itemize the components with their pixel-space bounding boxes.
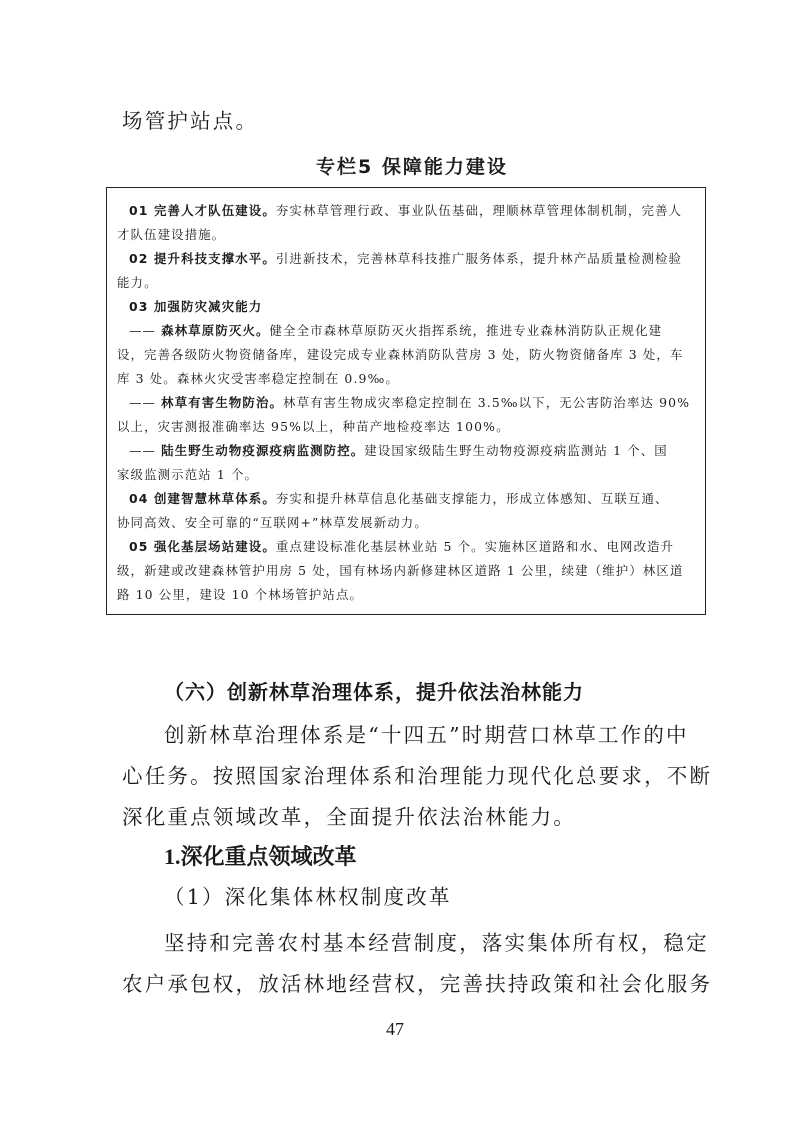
box-subitem-wildlife — [129, 441, 668, 459]
box-subitem-fire — [129, 321, 662, 339]
page-number: 47 — [386, 1019, 404, 1039]
box-subitem-fire-head: 森林草原防灭火。 — [161, 323, 270, 338]
box-item-5 — [129, 537, 674, 555]
info-box — [106, 187, 706, 615]
box-subitem-wildlife-text: 建设国家级陆生野生动物疫源疫病监测站 1 个、国 — [364, 443, 668, 458]
continued-text-line: 场管护站点。 — [122, 109, 259, 133]
box-item-1-head: 01 完善人才队伍建设。 — [129, 203, 276, 218]
box-item-1-text: 夯实林草管理行政、事业队伍基础，理顺林草管理体制机制，完善人 — [275, 203, 683, 218]
box-item-4-cont: 协同高效、安全可靠的“互联网+”林草发展新动力。 — [117, 515, 428, 530]
subsection-heading: 1.深化重点领域改革 — [164, 844, 357, 869]
item-heading: （1）深化集体林权制度改革 — [164, 885, 452, 909]
box-item-4-head: 04 创建智慧林草体系。 — [129, 491, 276, 506]
box-item-5-text: 重点建设标准化基层林业站 5 个。实施林区道路和水、电网改造升 — [275, 539, 675, 554]
dash-prefix: —— — [129, 323, 162, 338]
box-item-3 — [129, 297, 262, 315]
box-item-2-text: 引进新技术，完善林草科技推广服务体系，提升林产品质量检测检验 — [275, 251, 683, 266]
paragraph-line: 心任务。按照国家治理体系和治理能力现代化总要求，不断 — [122, 764, 713, 788]
box-item-1-cont: 才队伍建设措施。 — [117, 227, 226, 242]
box-subitem-wildlife-head: 陆生野生动物疫源疫病监测防控。 — [161, 443, 365, 458]
box-subitem-pest-text: 林草有害生物成灾率稳定控制在 3.5‰以下，无公害防治率达 90% — [283, 395, 691, 410]
box-subitem-fire-cont: 设，完善各级防火物资储备库，建设完成专业森林消防队营房 3 处，防火物资储备库 3 处，车 — [117, 347, 684, 362]
box-item-4-text: 夯实和提升林草信息化基础支撑能力，形成立体感知、互联互通、 — [275, 491, 669, 506]
section-heading: （六）创新林草治理体系，提升依法治林能力 — [164, 680, 584, 704]
dash-prefix: —— — [129, 395, 162, 410]
box-item-1 — [129, 201, 682, 219]
box-item-5-cont: 级，新建或改建森林管护用房 5 处，国有林场内新修建林区道路 1 公里，续建（维护）林区道 — [117, 563, 684, 578]
box-item-2-head: 02 提升科技支撑水平。 — [129, 251, 276, 266]
paragraph-line: 农户承包权，放活林地经营权，完善扶持政策和社会化服务 — [122, 972, 713, 996]
dash-prefix: —— — [129, 443, 162, 458]
box-subitem-fire-cont2: 库 3 处。森林火灾受害率稳定控制在 0.9‰。 — [117, 371, 399, 386]
box-subitem-pest-head: 林草有害生物防治。 — [161, 395, 284, 410]
box-subitem-wildlife-cont: 家级监测示范站 1 个。 — [117, 467, 259, 482]
paragraph-line: 坚持和完善农村基本经营制度，落实集体所有权，稳定 — [164, 931, 709, 955]
box-item-5-head: 05 强化基层场站建设。 — [129, 539, 276, 554]
box-subitem-pest — [129, 393, 690, 411]
box-item-4 — [129, 489, 669, 507]
box-item-3-head: 03 加强防灾减灾能力 — [129, 299, 263, 314]
box-item-2 — [129, 249, 682, 267]
box-subitem-pest-cont: 以上，灾害测报准确率达 95%以上，种苗产地检疫率达 100%。 — [117, 419, 510, 434]
box-title: 专栏5 保障能力建设 — [316, 156, 508, 178]
paragraph-line: 深化重点领域改革，全面提升依法治林能力。 — [122, 805, 576, 829]
box-item-5-cont2: 路 10 公里，建设 10 个林场管护站点。 — [117, 587, 364, 602]
box-subitem-fire-text: 健全全市森林草原防灭火指挥系统，推进专业森林消防队正规化建 — [269, 323, 663, 338]
paragraph-line: 创新林草治理体系是“十四五”时期营口林草工作的中 — [164, 723, 689, 747]
box-item-2-cont: 能力。 — [117, 275, 158, 290]
